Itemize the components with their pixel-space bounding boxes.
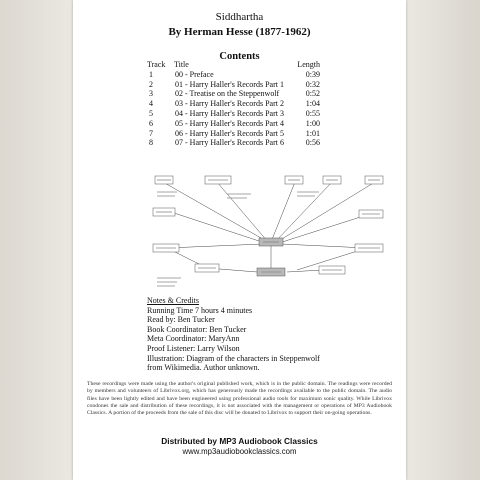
track-title: 05 - Harry Haller's Records Part 4 — [175, 118, 284, 128]
track-length: 1:01 — [305, 128, 320, 138]
track-row — [147, 109, 320, 119]
track-title: 01 - Harry Haller's Records Part 1 — [175, 79, 284, 89]
track-row — [147, 138, 320, 148]
contents-heading: Contents — [219, 51, 260, 62]
track-title: 02 - Treatise on the Steppenwolf — [175, 89, 280, 99]
track-length: 0:55 — [305, 108, 320, 118]
track-length: 1:00 — [305, 118, 320, 128]
track-row — [147, 80, 320, 90]
track-number: 4 — [149, 99, 153, 109]
credit-line: Meta Coordinator: MaryAnn — [147, 334, 240, 344]
track-number: 7 — [149, 128, 153, 138]
website-url: www.mp3audiobookclassics.com — [182, 447, 297, 456]
track-number: 2 — [149, 79, 153, 89]
book-title: Siddhartha — [215, 11, 264, 23]
track-row — [147, 99, 320, 109]
cover-page — [73, 0, 406, 480]
credit-line: Proof Listener: Larry Wilson — [147, 343, 240, 353]
credit-line: Illustration: Diagram of the characters in Steppenwolf — [147, 353, 320, 363]
credit-line: Running Time 7 hours 4 minutes — [147, 305, 253, 315]
track-title: 07 - Harry Haller's Records Part 6 — [175, 138, 284, 148]
legal-notice: These recordings were made using the author's original published work, which is in the public domain. The readings were recorded by members and volunteers of Librivox.org, which has generously made the recordings available to the public domain. The audio files have been lightly edited and have been engineered using professional audio tools for maximum sonic quality. While Librivox condones the sale and distribution of these recordings, it is not associated with the management or operations of MP3 Audiobook Classics. A portion of the proceeds from the sale of this disc will be donated to Librivox to support their on-going operations. — [87, 381, 392, 417]
track-length: 0:39 — [305, 69, 320, 79]
track-number: 5 — [149, 108, 153, 118]
track-title: 04 - Harry Haller's Records Part 3 — [175, 108, 284, 118]
track-row — [147, 119, 320, 129]
credit-line: Book Coordinator: Ben Tucker — [147, 324, 247, 334]
track-number: 6 — [149, 118, 153, 128]
track-title: 06 - Harry Haller's Records Part 5 — [175, 128, 284, 138]
credit-line: Read by: Ben Tucker — [147, 315, 215, 325]
notes-credits — [147, 296, 320, 373]
track-title: 00 - Preface — [175, 69, 214, 79]
track-length: 0:52 — [305, 89, 320, 99]
track-row — [147, 70, 320, 80]
track-length: 0:32 — [305, 79, 320, 89]
length-column-header: Length — [297, 60, 320, 69]
track-column-header: Track — [147, 60, 166, 69]
track-list-header — [147, 60, 320, 70]
book-author: By Herman Hesse (1877-1962) — [168, 26, 311, 38]
title-column-header: Title — [174, 60, 189, 69]
character-diagram-image — [147, 172, 390, 292]
track-number: 8 — [149, 138, 153, 148]
track-row — [147, 89, 320, 99]
track-length: 1:04 — [305, 99, 320, 109]
credit-line: from Wikimedia. Author unknown. — [147, 363, 260, 373]
track-list — [147, 60, 320, 148]
track-row — [147, 129, 320, 139]
background-left — [0, 0, 72, 480]
track-title: 03 - Harry Haller's Records Part 2 — [175, 99, 284, 109]
track-length: 0:56 — [305, 138, 320, 148]
character-diagram — [147, 172, 390, 292]
background-right — [406, 0, 480, 480]
distributor-line: Distributed by MP3 Audiobook Classics — [161, 436, 318, 446]
track-number: 3 — [149, 89, 153, 99]
track-number: 1 — [149, 69, 153, 79]
notes-heading: Notes & Credits — [147, 296, 199, 305]
